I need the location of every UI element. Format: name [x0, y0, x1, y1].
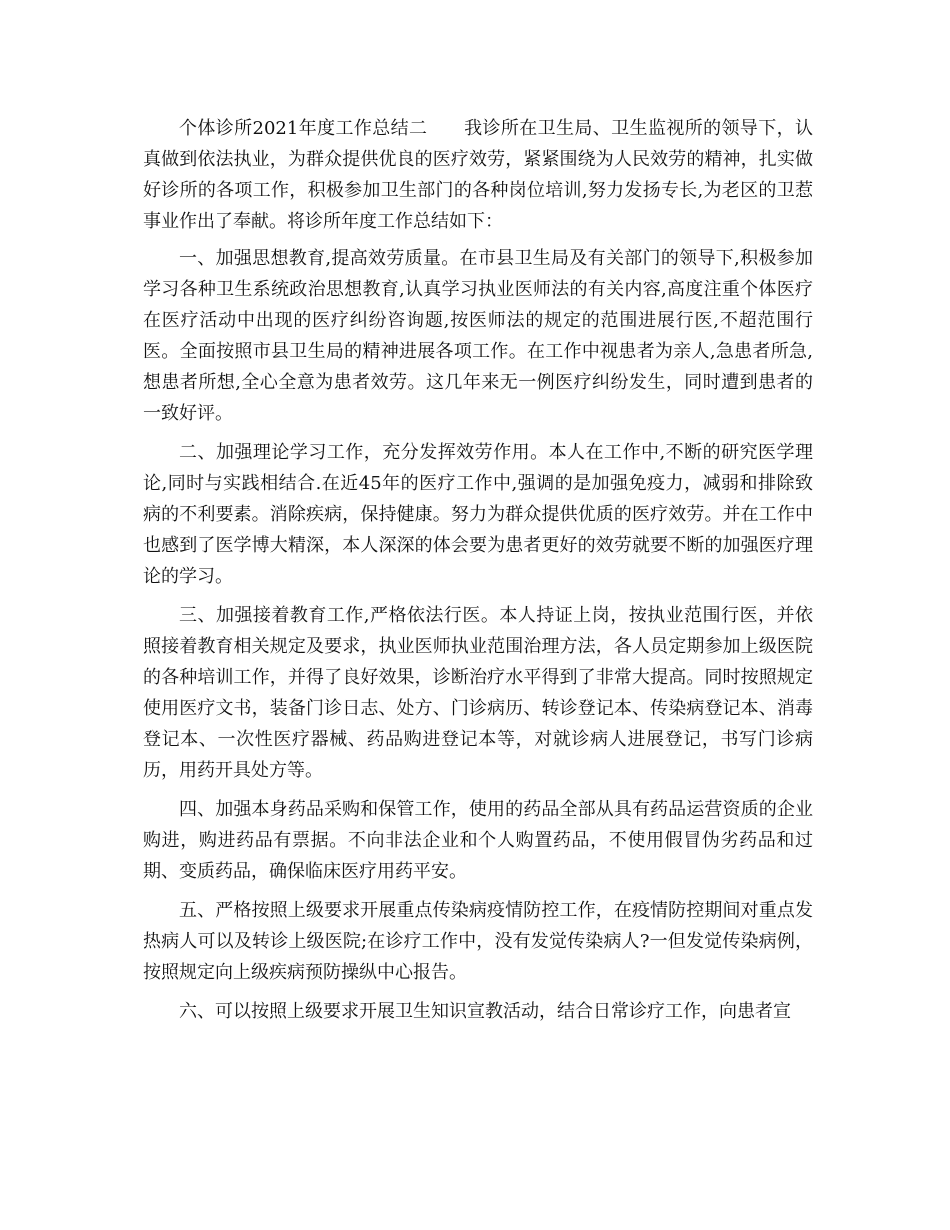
document-page: [143, 113, 813, 1035]
paragraph-section-5: 五、严格按照上级要求开展重点传染病疫情防控工作，在疫情防控期间对重点发热病人可以及转诊上级医院;在诊疗工作中，没有发觉传染病人?一但发觉传染病例，按照规定向上级疾病预防操纵中心报告。: [143, 900, 813, 983]
paragraph-section-1: 一、加强思想教育,提高效劳质量。在市县卫生局及有关部门的领导下,积极参加学习各种卫生系统政治思想教育,认真学习执业医师法的有关内容,高度注重个体医疗在医疗活动中出现的医疗纠纷咨询题,按医师法的规定的范围进展行医,不超范围行医。全面按照市县卫生局的精神进展各项工作。在工作中视患者为亲人,急患者所急,想患者所想,全心全意为患者效劳。这几年来无一例医疗纠纷发生，同时遭到患者的一致好评。: [143, 248, 813, 424]
paragraph-section-2: 二、加强理论学习工作，充分发挥效劳作用。本人在工作中,不断的研究医学理论,同时与实践相结合.在近45年的医疗工作中,强调的是加强免疫力，减弱和排除致病的不利要素。消除疾病，保持健康。努力为群众提供优质的医疗效劳。并在工作中也感到了医学博大精深，本人深深的体会要为患者更好的效劳就要不断的加强医疗理论的学习。: [143, 442, 813, 587]
paragraph-section-4: 四、加强本身药品采购和保管工作，使用的药品全部从具有药品运营资质的企业购进，购进药品有票据。不向非法企业和个人购置药品，不使用假冒伪劣药品和过期、变质药品，确保临床医疗用药平安。: [143, 799, 813, 882]
paragraph-section-3: 三、加强接着教育工作,严格依法行医。本人持证上岗，按执业范围行医，并依照接着教育相关规定及要求，执业医师执业范围治理方法，各人员定期参加上级医院的各种培训工作，并得了良好效果，诊断治疗水平得到了非常大提高。同时按照规定使用医疗文书，装备门诊日志、处方、门诊病历、转诊登记本、传染病登记本、消毒登记本、一次性医疗器械、药品购进登记本等，对就诊病人进展登记，书写门诊病历，用药开具处方等。: [143, 605, 813, 781]
paragraph-intro: 个体诊所2021年度工作总结二 我诊所在卫生局、卫生监视所的领导下，认真做到依法执业，为群众提供优良的医疗效劳，紧紧围绕为人民效劳的精神，扎实做好诊所的各项工作，积极参加卫生部门的各种岗位培训,努力发扬专长,为老区的卫惹事业作出了奉献。将诊所年度工作总结如下：: [143, 118, 813, 232]
paragraph-section-6: 六、可以按照上级要求开展卫生知识宣教活动，结合日常诊疗工作，向患者宣: [179, 1001, 791, 1022]
